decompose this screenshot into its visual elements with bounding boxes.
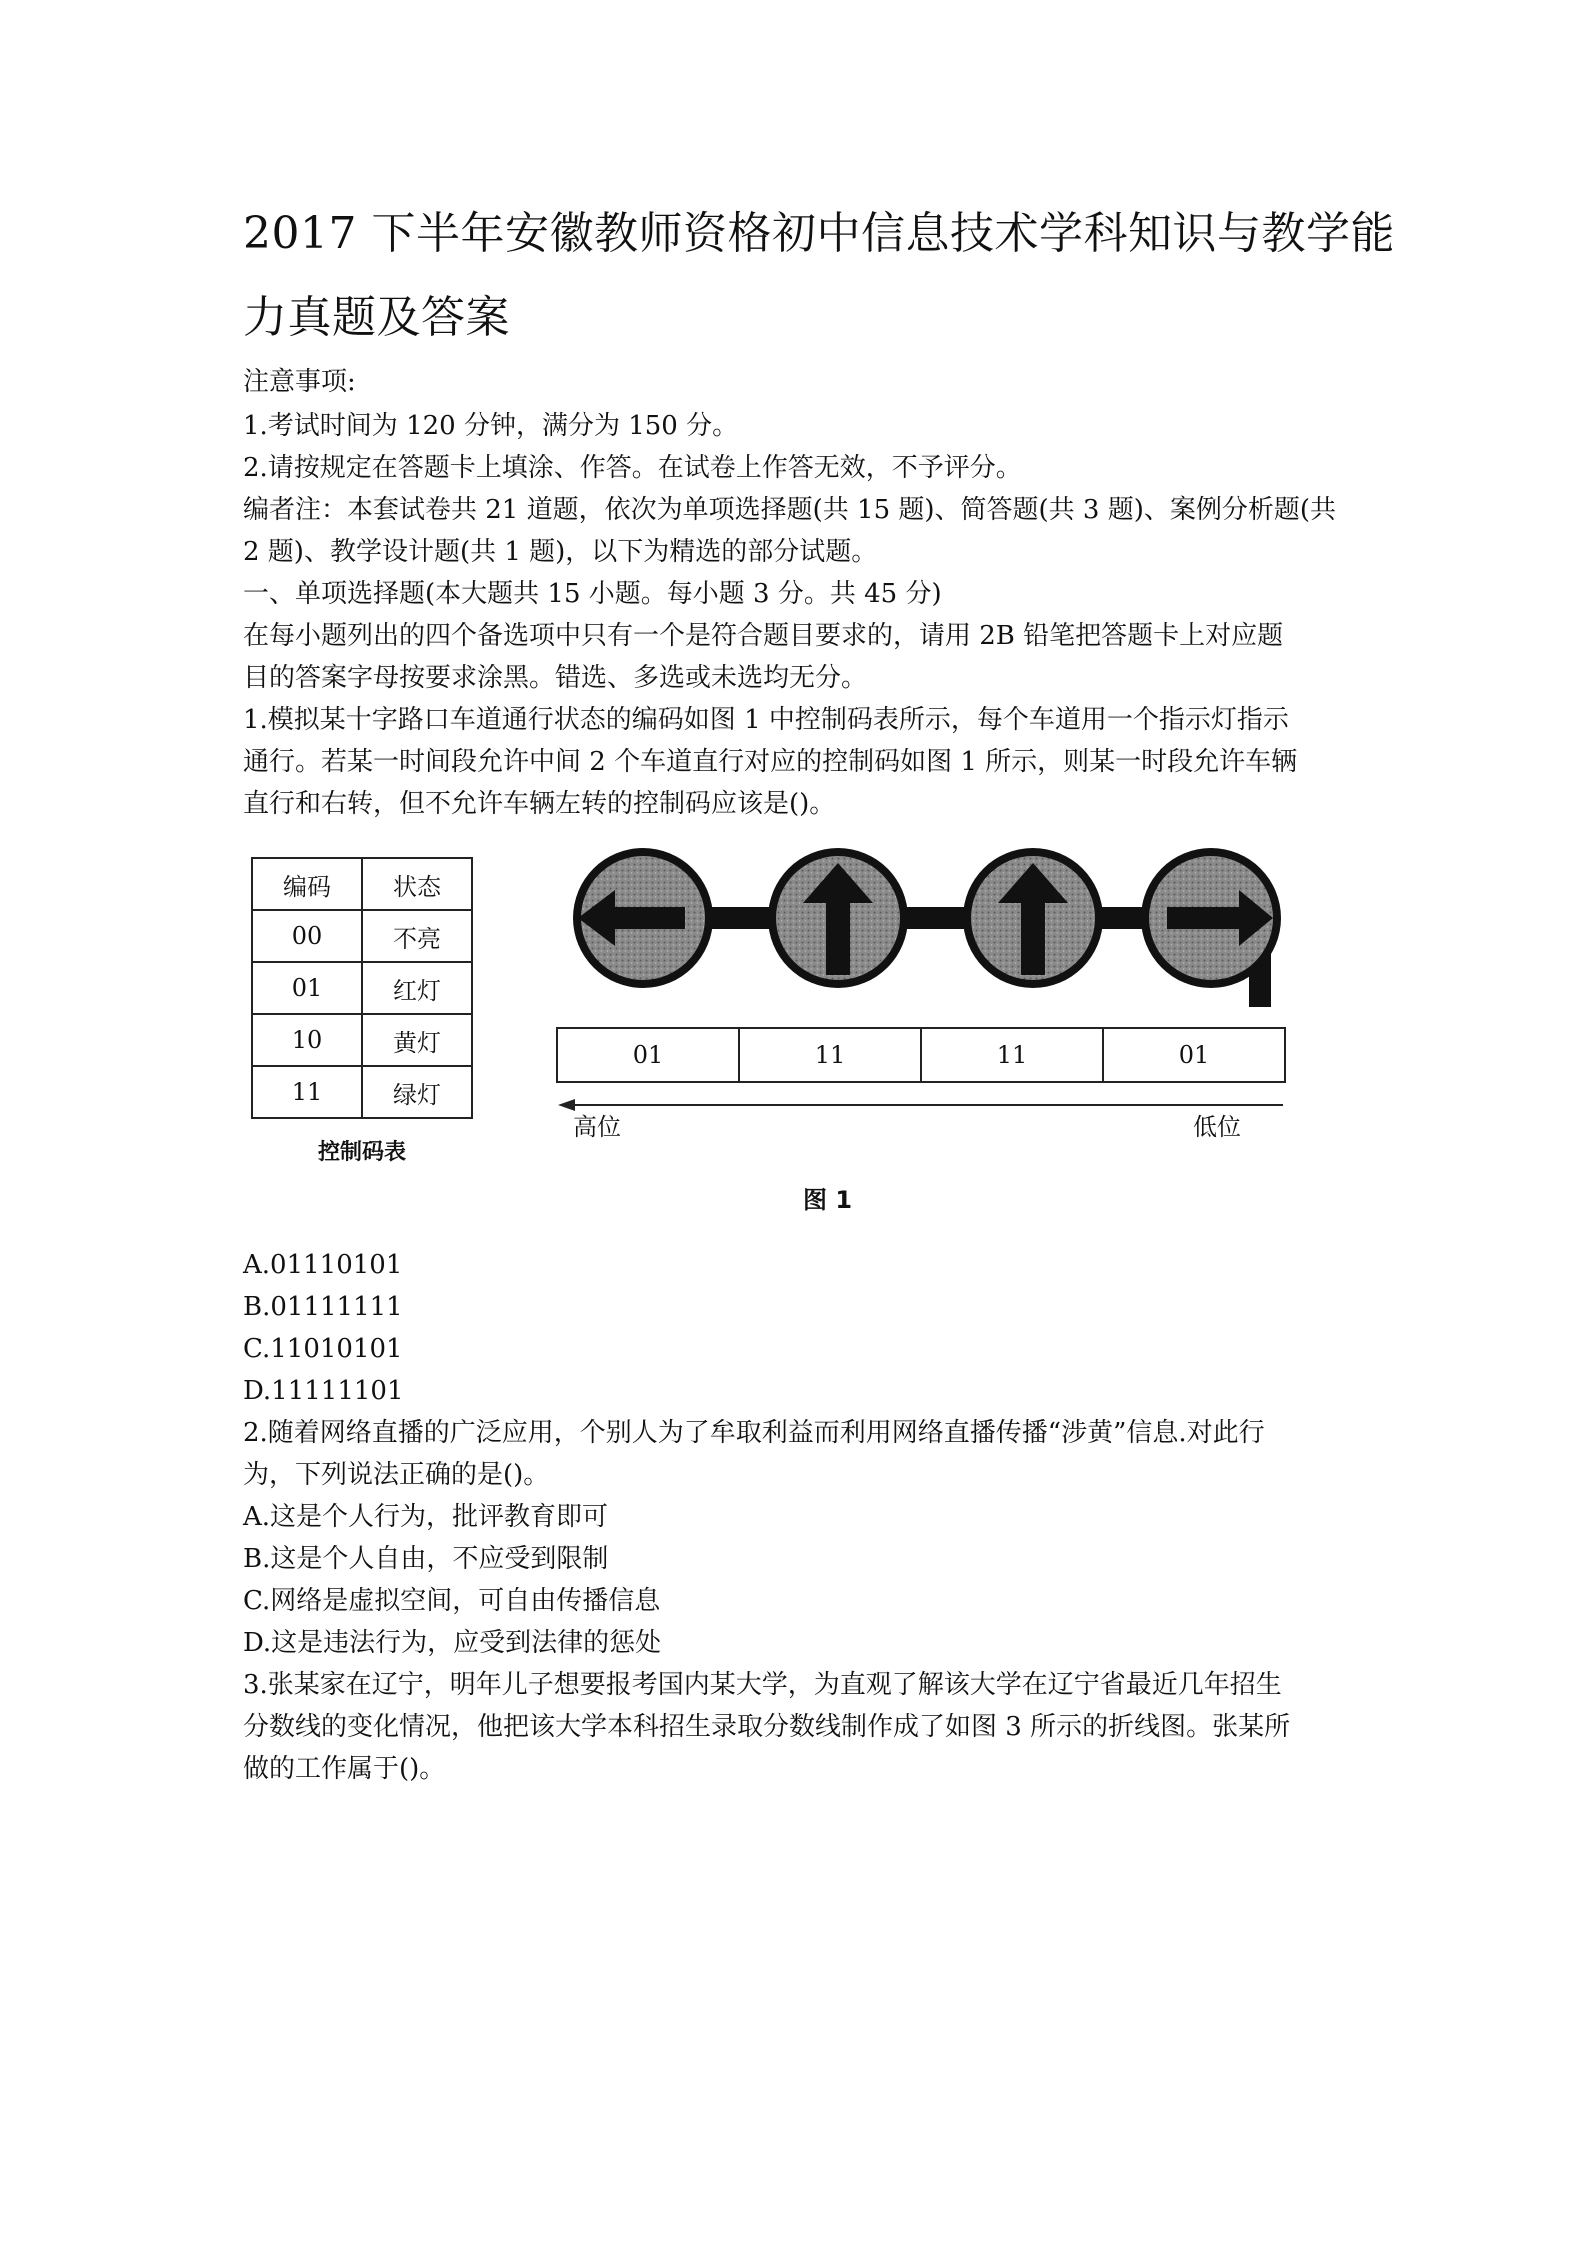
table-cell: 11	[252, 1066, 362, 1118]
left-arrow-icon	[573, 848, 713, 988]
code-cell: 01	[1102, 1027, 1286, 1083]
option-d: D.这是违法行为，应受到法律的惩处	[243, 1628, 662, 1658]
low-bit-label: 低位	[1193, 1113, 1241, 1141]
intro-line: 2.请按规定在答题卡上填涂、作答。在试卷上作答无效，不予评分。	[243, 453, 1022, 483]
question-1-text: 直行和右转，但不允许车辆左转的控制码应该是()。	[243, 789, 836, 819]
question-1-text: 通行。若某一时间段允许中间 2 个车道直行对应的控制码如图 1 所示，则某一时段允许车辆	[243, 747, 1298, 777]
figure-caption: 图 1	[803, 1186, 853, 1214]
question-2-text: 2.随着网络直播的广泛应用，个别人为了牟取利益而利用网络直播传播“涉黄”信息.对此行	[243, 1418, 1265, 1448]
table-cell: 红灯	[362, 962, 472, 1014]
intro-line: 1.考试时间为 120 分钟，满分为 150 分。	[243, 411, 739, 441]
code-cell: 01	[556, 1027, 740, 1083]
option-d: D.11111101	[243, 1376, 404, 1406]
document-title-line-2: 力真题及答案	[243, 292, 510, 343]
intro-line: 2 题)、教学设计题(共 1 题)，以下为精选的部分试题。	[243, 537, 878, 567]
question-3-text: 做的工作属于()。	[243, 1754, 446, 1784]
table-row	[252, 1014, 472, 1066]
control-code-strip	[558, 1027, 1286, 1083]
question-1-text: 1.模拟某十字路口车道通行状态的编码如图 1 中控制码表所示，每个车道用一个指示灯指示	[243, 705, 1289, 735]
option-c: C.网络是虚拟空间，可自由传播信息	[243, 1586, 661, 1616]
table-cell: 不亮	[362, 910, 472, 962]
option-b: B.01111111	[243, 1292, 403, 1322]
intro-line: 编者注：本套试卷共 21 道题，依次为单项选择题(共 15 题)、简答题(共 3 题)、案例分析题(共	[243, 495, 1337, 525]
code-cell: 11	[738, 1027, 922, 1083]
intro-notice-heading: 注意事项:	[243, 367, 356, 397]
instruction-line: 目的答案字母按要求涂黑。错选、多选或未选均无分。	[243, 663, 868, 693]
table-cell: 黄灯	[362, 1014, 472, 1066]
option-a: A.01110101	[243, 1250, 403, 1280]
figure-1	[243, 845, 1353, 1225]
option-b: B.这是个人自由，不应受到限制	[243, 1544, 609, 1574]
code-cell: 11	[920, 1027, 1104, 1083]
table-caption: 控制码表	[317, 1140, 406, 1165]
option-c: C.11010101	[243, 1334, 403, 1364]
table-cell: 01	[252, 962, 362, 1014]
option-a: A.这是个人行为，批评教育即可	[243, 1502, 609, 1532]
table-cell: 10	[252, 1014, 362, 1066]
table-cell: 绿灯	[362, 1066, 472, 1118]
bit-order-arrow	[243, 1093, 1353, 1123]
question-3-text: 分数线的变化情况，他把该大学本科招生录取分数线制作成了如图 3 所示的折线图。张某所	[243, 1712, 1291, 1742]
table-cell: 00	[252, 910, 362, 962]
table-header-cell: 状态	[362, 858, 472, 910]
document-title-line-1: 2017 下半年安徽教师资格初中信息技术学科知识与教学能	[243, 208, 1395, 259]
traffic-lights-illustration	[243, 845, 1353, 1015]
up-arrow-icon	[963, 848, 1103, 988]
section-heading: 一、单项选择题(本大题共 15 小题。每小题 3 分。共 45 分)	[243, 579, 942, 609]
right-arrow-icon	[1141, 848, 1281, 988]
question-2-text: 为，下列说法正确的是()。	[243, 1460, 550, 1490]
high-bit-label: 高位	[573, 1113, 621, 1141]
instruction-line: 在每小题列出的四个备选项中只有一个是符合题目要求的，请用 2B 铅笔把答题卡上对应题	[243, 621, 1284, 651]
table-header-cell: 编码	[252, 858, 362, 910]
up-arrow-icon	[768, 848, 908, 988]
question-3-text: 3.张某家在辽宁，明年儿子想要报考国内某大学，为直观了解该大学在辽宁省最近几年招生	[243, 1670, 1282, 1700]
